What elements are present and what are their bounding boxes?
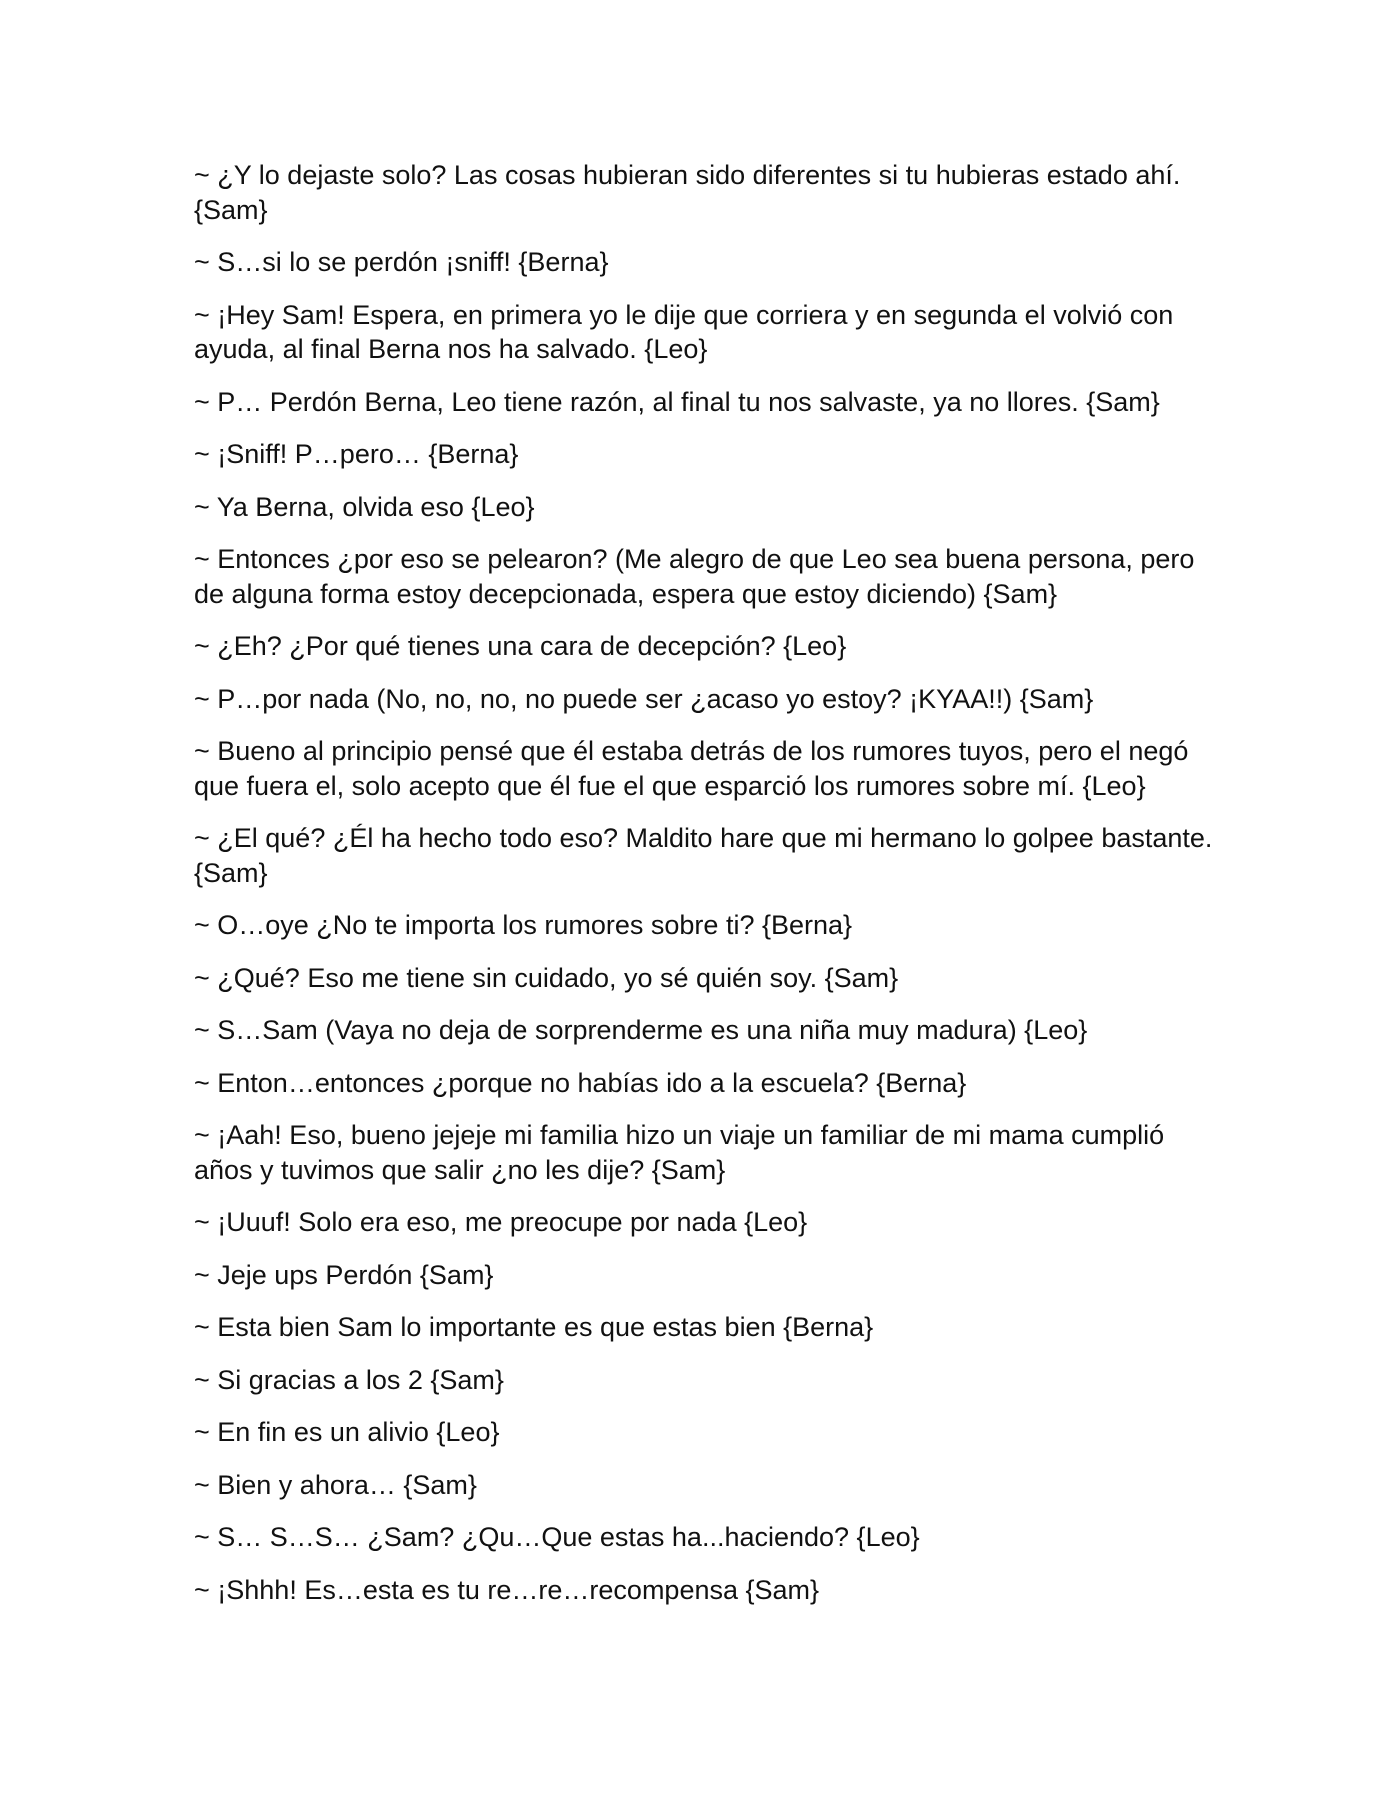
dialogue-line: ~ ¡Aah! Eso, bueno jejeje mi familia hizo un viaje un familiar de mi mama cumplió años y tuvimos que salir ¿no les dije? {Sam} bbox=[194, 1120, 1165, 1185]
dialogue-line: ~ P… Perdón Berna, Leo tiene razón, al final tu nos salvaste, ya no llores. {Sam} bbox=[194, 386, 1160, 417]
dialogue-line: ~ ¿Y lo dejaste solo? Las cosas hubieran sido diferentes si tu hubieras estado ahí. {Sam} bbox=[194, 160, 1181, 225]
dialogue-line: ~ ¡Uuuf! Solo era eso, me preocupe por nada {Leo} bbox=[194, 1207, 808, 1237]
dialogue-line: ~ Entonces ¿por eso se pelearon? (Me alegro de que Leo sea buena persona, pero de alguna forma estoy decepcionada, espera que estoy diciendo) {Sam} bbox=[194, 544, 1195, 609]
dialogue-line: ~ Enton…entonces ¿porque no habías ido a la escuela? {Berna} bbox=[194, 1067, 967, 1098]
dialogue-line: ~ En fin es un alivio {Leo} bbox=[194, 1417, 500, 1447]
dialogue-line: ~ O…oye ¿No te importa los rumores sobre ti? {Berna} bbox=[194, 910, 853, 940]
dialogue-line: ~ S…Sam (Vaya no deja de sorprenderme es una niña muy madura) {Leo} bbox=[194, 1015, 1088, 1045]
dialogue-line: ~ Esta bien Sam lo importante es que estas bien {Berna} bbox=[194, 1312, 874, 1342]
dialogue-line: ~ Bien y ahora… {Sam} bbox=[194, 1469, 477, 1500]
dialogue-line: ~ Bueno al principio pensé que él estaba detrás de los rumores tuyos, pero el negó que fuera el, solo acepto que él fue el que esparció los rumores sobre mí. {Leo} bbox=[194, 736, 1189, 801]
dialogue-line: ~ Jeje ups Perdón {Sam} bbox=[194, 1259, 494, 1290]
dialogue-line: ~ S… S…S… ¿Sam? ¿Qu…Que estas ha...haciendo? {Leo} bbox=[194, 1522, 920, 1552]
dialogue-line: ~ ¡Hey Sam! Espera, en primera yo le dije que corriera y en segunda el volvió con ayuda, al final Berna nos ha salvado. {Leo} bbox=[194, 299, 1174, 364]
dialogue-line: ~ ¿Qué? Eso me tiene sin cuidado, yo sé quién soy. {Sam} bbox=[194, 962, 899, 993]
dialogue-line: ~ ¡Shhh! Es…esta es tu re…re…recompensa {Sam} bbox=[194, 1574, 820, 1605]
dialogue-line: ~ Ya Berna, olvida eso {Leo} bbox=[194, 491, 535, 522]
dialogue-line: ~ Si gracias a los 2 {Sam} bbox=[194, 1364, 504, 1395]
dialogue-line: ~ ¿El qué? ¿Él ha hecho todo eso? Maldito hare que mi hermano lo golpee bastante. {Sam} bbox=[194, 823, 1213, 888]
dialogue-line: ~ P…por nada (No, no, no, no puede ser ¿acaso yo estoy? ¡KYAA!!) {Sam} bbox=[194, 683, 1094, 714]
dialogue-text bbox=[194, 158, 1214, 1625]
dialogue-line: ~ S…si lo se perdón ¡sniff! {Berna} bbox=[194, 247, 609, 277]
dialogue-line: ~ ¿Eh? ¿Por qué tienes una cara de decepción? {Leo} bbox=[194, 631, 847, 661]
dialogue-line: ~ ¡Sniff! P…pero… {Berna} bbox=[194, 439, 519, 469]
